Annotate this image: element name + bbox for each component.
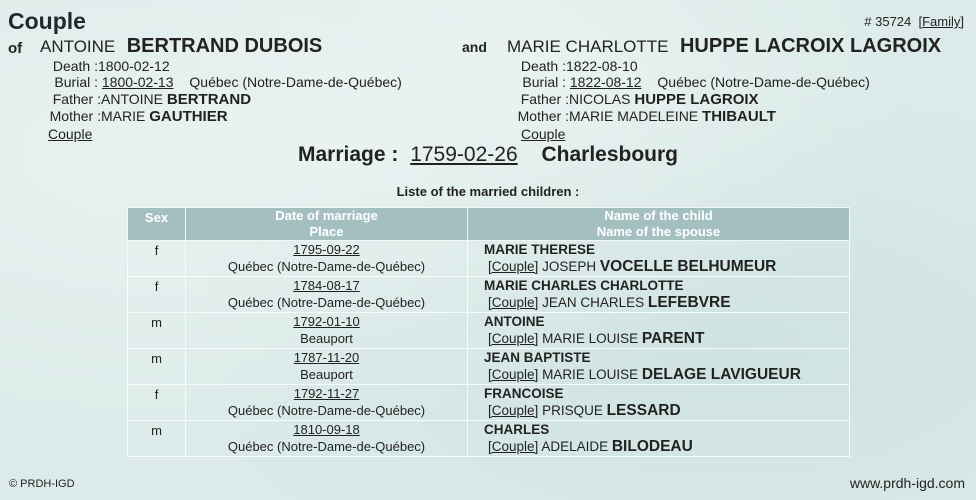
wife-given-name: MARIE CHARLOTTE [507,37,669,56]
child-name: MARIE CHARLES CHARLOTTE [484,278,684,293]
wife-father [507,91,759,108]
wife-mother-surname: THIBAULT [702,108,776,125]
father-label: Father : [52,91,101,107]
marriage-cell [186,421,468,457]
child-marriage-place: Québec (Notre-Dame-de-Québec) [227,403,426,418]
husband-mother-given: MARIE [101,108,146,124]
wife-death-date: 1822-08-10 [566,58,638,74]
names-cell [468,241,850,277]
names-cell [468,277,850,313]
spouse-line [484,330,849,347]
wife-mother [507,108,776,125]
husband-name [40,35,322,58]
husband-father [40,91,251,108]
wife-mother-given: MARIE MADELEINE [569,108,699,124]
husband-death-date: 1800-02-12 [98,58,170,74]
husband-given-name: ANTOINE [40,37,116,56]
wife-name [507,35,941,58]
marriage-line [0,143,976,167]
header-child-name: Name of the child [604,208,713,223]
of-label: of [8,40,23,57]
marriage-place: Charlesbourg [541,143,678,166]
table-row [128,385,850,421]
child-name: FRANCOISE [484,386,564,401]
children-table [127,207,850,457]
table-row [128,277,850,313]
child-marriage-place: Québec (Notre-Dame-de-Québec) [227,439,426,454]
names-cell [468,313,850,349]
spouse-line [484,366,849,383]
header-names [468,208,850,241]
child-sex: f [128,241,186,277]
page-title: Couple [8,8,86,34]
child-sex: m [128,313,186,349]
husband-father-surname: BERTRAND [166,91,252,108]
husband-couple-link[interactable]: Couple [48,126,93,142]
header-place: Place [309,224,344,239]
husband-burial-place: Québec (Notre-Dame-de-Québec) [189,74,402,90]
marriage-cell [186,385,468,421]
record-reference [864,14,964,29]
spouse-surname: DELAGE LAVIGUEUR [641,366,801,383]
child-marriage-date[interactable]: 1795-09-22 [293,242,360,257]
husband-burial [40,74,402,90]
child-marriage-date[interactable]: 1792-01-10 [293,314,360,329]
mother-label: Mother : [49,108,101,124]
child-name: CHARLES [484,422,550,437]
table-row [128,313,850,349]
names-cell [468,349,850,385]
child-marriage-place: Québec (Notre-Dame-de-Québec) [227,295,426,310]
names-cell [468,421,850,457]
header-date: Date of marriage [275,208,378,223]
couple-link[interactable]: [Couple] [488,403,539,418]
child-name: ANTOINE [484,314,545,329]
child-sex: f [128,277,186,313]
couple-link[interactable]: [Couple] [488,259,539,274]
children-section-title: Liste of the married children : [396,184,580,199]
husband-death [40,58,170,74]
wife-burial [507,74,870,90]
husband-mother [40,108,228,125]
wife-father-surname: HUPPE LAGROIX [634,91,759,108]
spouse-surname: PARENT [641,330,705,347]
child-marriage-date[interactable]: 1792-11-27 [293,386,360,401]
spouse-surname: LEFEBVRE [647,294,731,311]
wife-burial-date[interactable]: 1822-08-12 [569,74,642,90]
header-sex: Sex [128,208,186,241]
husband-father-given: ANTOINE [101,91,163,107]
mother-label: Mother : [517,108,569,124]
header-date-place [186,208,468,241]
marriage-cell [186,241,468,277]
husband-mother-surname: GAUTHIER [149,108,228,125]
table-row [128,241,850,277]
website-link[interactable]: www.prdh-igd.com [849,475,965,491]
child-marriage-date[interactable]: 1787-11-20 [293,350,360,365]
spouse-given-name: ADELAIDE [541,439,609,454]
marriage-label: Marriage : [297,143,399,166]
spouse-line [484,438,849,455]
marriage-cell [186,313,468,349]
wife-burial-place: Québec (Notre-Dame-de-Québec) [657,74,870,90]
burial-label: Burial : [522,74,566,90]
child-name: MARIE THERESE [484,242,596,257]
spouse-line [484,258,849,275]
husband-burial-date[interactable]: 1800-02-13 [101,74,174,90]
husband-surname: BERTRAND DUBOIS [126,35,323,57]
header-spouse-name: Name of the spouse [596,224,721,239]
marriage-cell [186,277,468,313]
table-row [128,349,850,385]
child-marriage-place: Québec (Notre-Dame-de-Québec) [227,259,426,274]
spouse-given-name: PRISQUE [542,403,603,418]
spouse-line [484,402,849,419]
spouse-given-name: MARIE LOUISE [542,367,639,382]
child-marriage-place: Beauport [300,331,353,346]
marriage-cell [186,349,468,385]
spouse-given-name: JOSEPH [542,259,597,274]
wife-couple-link[interactable]: Couple [521,126,566,142]
child-marriage-place: Beauport [300,367,353,382]
wife-death [507,58,638,74]
marriage-date[interactable]: 1759-02-26 [410,143,518,166]
table-header-row [128,208,850,241]
father-label: Father : [520,91,569,107]
spouse-given-name: MARIE LOUISE [542,331,639,346]
couple-link[interactable]: [Couple] [488,295,539,310]
names-cell [468,385,850,421]
record-number: # 35724 [864,14,912,29]
child-marriage-date[interactable]: 1810-09-18 [293,422,360,437]
child-sex: f [128,385,186,421]
child-sex: m [128,349,186,385]
and-label: and [462,39,487,55]
spouse-surname: BILODEAU [611,438,693,455]
couple-link[interactable]: [Couple] [488,367,539,382]
death-label: Death : [520,58,566,74]
spouse-surname: VOCELLE BELHUMEUR [599,258,777,275]
child-sex: m [128,421,186,457]
copyright-notice: © PRDH-IGD [9,478,75,490]
child-name: JEAN BAPTISTE [484,350,591,365]
wife-surname: HUPPE LACROIX LAGROIX [679,35,942,57]
family-link[interactable]: [Family] [918,14,964,29]
table-row [128,421,850,457]
burial-label: Burial : [54,74,98,90]
wife-father-given: NICOLAS [569,91,631,107]
spouse-surname: LESSARD [606,402,681,419]
couple-link[interactable]: [Couple] [488,331,539,346]
death-label: Death : [52,58,98,74]
couple-link[interactable]: [Couple] [488,439,539,454]
child-marriage-date[interactable]: 1784-08-17 [293,278,360,293]
spouse-line [484,294,849,311]
spouse-given-name: JEAN CHARLES [542,295,645,310]
